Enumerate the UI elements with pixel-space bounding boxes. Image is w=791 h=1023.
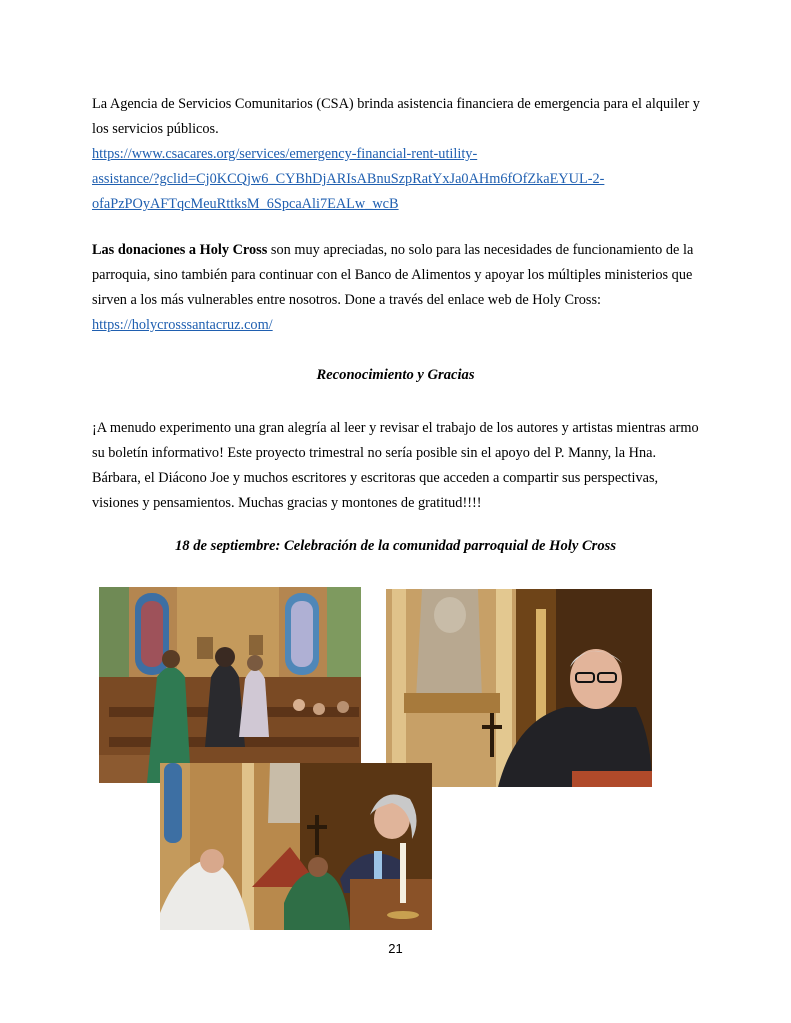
donations-paragraph	[92, 238, 704, 338]
thanks-paragraph: ¡A menudo experimento una gran alegría al leer y revisar el trabajo de los autores y artistas mientras armo su boletín informativo! Este proyecto trimestral no sería posible sin el apoyo del P. Manny, la Hna. Bárbara, el Diácono Joe y muchos escritores y escritoras que acceden a compartir sus perspectivas, visiones y pensamientos. Muchas gracias y montones de gratitud!!!!	[92, 420, 699, 511]
thanks-heading: Reconocimiento y Gracias	[316, 367, 475, 383]
photo-communion	[99, 587, 361, 783]
photo-reader	[386, 589, 652, 787]
holy-cross-link[interactable]: https://holycrosssantacruz.com/	[92, 317, 273, 333]
donations-bold-lead: Las donaciones a Holy Cross	[92, 242, 268, 258]
page-number: 21	[388, 941, 403, 956]
celebration-heading: 18 de septiembre: Celebración de la comunidad parroquial de Holy Cross	[174, 538, 617, 554]
csa-link[interactable]: https://www.csacares.org/services/emergency-financial-rent-utility- assistance/?gclid=Cj0KCQjw6_CYBhDjARIsABnuSzpRatYxJa0AHm6fOfZkaEYUL-2- ofaPzPOyAFTqcMeuRttksM_6SpcaAli7EALw_wcB	[92, 146, 605, 212]
photo-speaker	[160, 763, 432, 930]
csa-paragraph	[92, 92, 704, 217]
csa-text: La Agencia de Servicios Comunitarios (CSA) brinda asistencia financiera de emergencia para el alquiler y los servicios públicos.	[92, 96, 700, 137]
donations-text: son muy apreciadas, no solo para las necesidades de funcionamiento de la parroquia, sino también para continuar con el Banco de Alimentos y apoyar los múltiples ministerios que sirven a los más vulnerables entre nosotros. Done a través del enlace web de Holy Cross:	[92, 242, 694, 308]
